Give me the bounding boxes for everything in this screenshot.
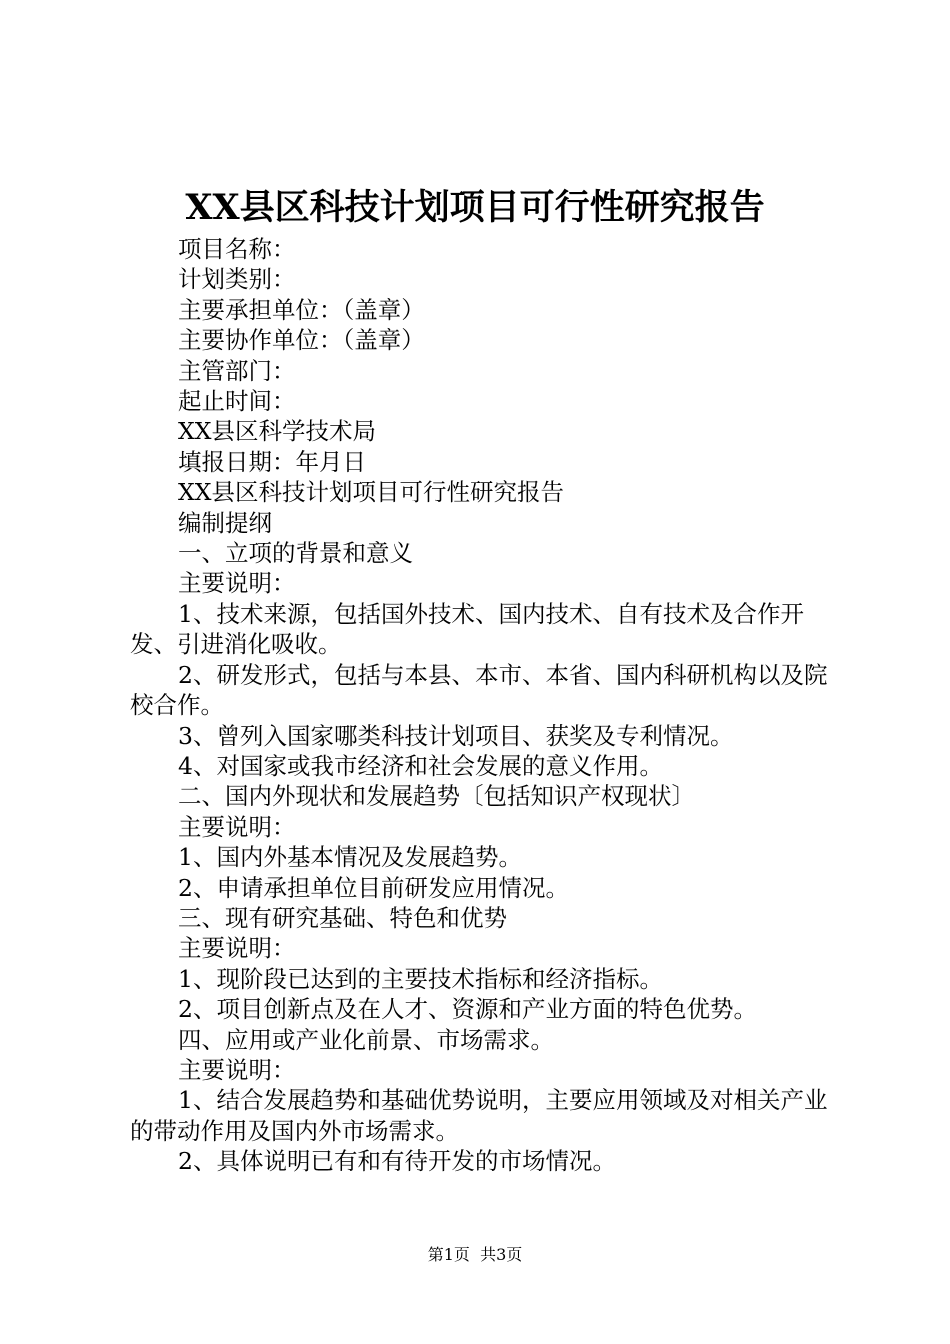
paragraph: 1、结合发展趋势和基础优势说明，主要应用领域及对相关产业的带动作用及国内外市场需求。 — [130, 1086, 828, 1145]
paragraph: 主管部门： — [178, 356, 296, 385]
paragraph: 2、项目创新点及在人才、资源和产业方面的特色优势。 — [178, 995, 757, 1024]
section-heading: 三、现有研究基础、特色和优势 — [178, 903, 507, 932]
document-title: XX县区科技计划项目可行性研究报告 — [185, 187, 765, 228]
paragraph: XX县区科技计划项目可行性研究报告 — [178, 478, 564, 507]
paragraph: XX县区科学技术局 — [178, 417, 376, 446]
paragraph: 3、曾列入国家哪类科技计划项目、获奖及专利情况。 — [178, 721, 734, 750]
paragraph: 2、研发形式，包括与本县、本市、本省、国内科研机构以及院校合作。 — [130, 660, 828, 720]
paragraph: 主要说明： — [178, 812, 296, 841]
section-heading: 编制提纲 — [178, 508, 272, 537]
paragraph: 主要承担单位：（盖章） — [178, 295, 425, 324]
section-heading: 四、应用或产业化前景、市场需求。 — [178, 1025, 554, 1054]
paragraph: 2、具体说明已有和有待开发的市场情况。 — [178, 1147, 616, 1176]
section-heading: 二、国内外现状和发展趋势〔包括知识产权现状〕 — [178, 782, 695, 811]
paragraph: 填报日期：年月日 — [178, 447, 366, 476]
paragraph: 计划类别： — [178, 265, 296, 294]
paragraph: 1、国内外基本情况及发展趋势。 — [178, 843, 522, 872]
section-heading: 一、立项的背景和意义 — [178, 539, 413, 568]
document-body — [130, 234, 830, 1177]
paragraph: 起止时间： — [178, 387, 296, 416]
paragraph: 2、申请承担单位目前研发应用情况。 — [178, 873, 569, 902]
paragraph: 主要说明： — [178, 934, 296, 963]
page-footer: 第1页 共3页 — [427, 1245, 523, 1264]
paragraph: 1、技术来源，包括国外技术、国内技术、自有技术及合作开发、引进消化吸收。 — [130, 599, 804, 659]
paragraph: 项目名称： — [178, 235, 296, 263]
paragraph: 4、对国家或我市经济和社会发展的意义作用。 — [178, 751, 663, 780]
paragraph: 主要说明： — [178, 1055, 296, 1084]
paragraph: 1、现阶段已达到的主要技术指标和经济指标。 — [178, 964, 663, 993]
paragraph: 主要协作单位：（盖章） — [178, 326, 425, 355]
paragraph: 主要说明： — [178, 569, 296, 598]
